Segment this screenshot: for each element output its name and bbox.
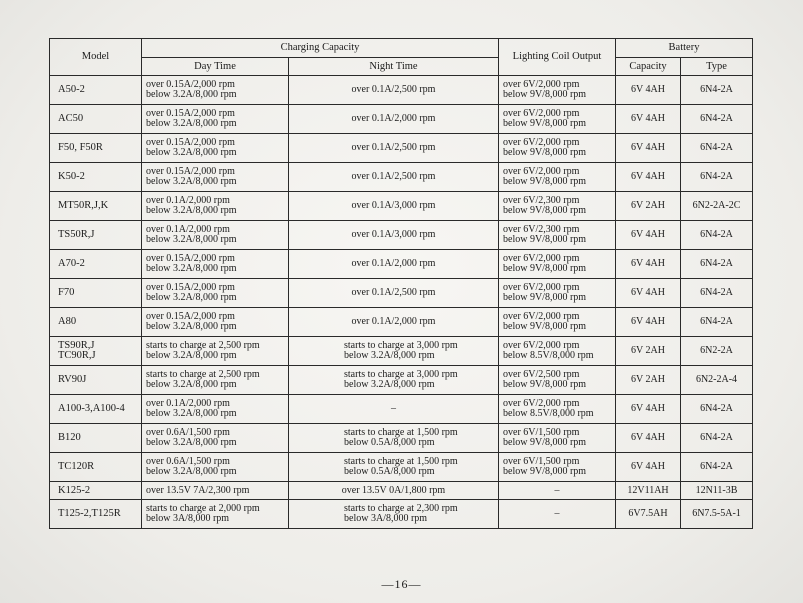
battery-type-cell: 6N4-2A [681,221,753,250]
header-night-time: Night Time [289,58,499,76]
day-time-cell-line: starts to charge at 2,500 rpm [146,340,260,351]
day-time-cell [142,482,289,500]
night-time-cell [289,395,499,424]
lighting-coil-cell-line: over 6V/2,300 rpm [503,195,580,206]
battery-capacity-cell: 6V 4AH [616,395,681,424]
battery-capacity-cell: 6V 4AH [616,105,681,134]
day-time-cell-line: below 3.2A/8,000 rpm [146,263,237,274]
lighting-coil-cell [499,337,616,366]
night-time-cell [289,105,499,134]
day-time-cell [142,395,289,424]
day-time-cell [142,366,289,395]
night-time-cell [289,453,499,482]
day-time-cell-line: over 0.6A/1,500 rpm [146,427,230,438]
model-cell [50,279,142,308]
lighting-coil-cell-line: below 9V/8,000 rpm [503,118,587,129]
model-cell-line: F70 [58,287,75,298]
lighting-coil-cell [499,366,616,395]
model-cell [50,221,142,250]
lighting-coil-cell-line: over 6V/1,500 rpm [503,427,580,438]
lighting-coil-cell [499,279,616,308]
night-time-cell [289,192,499,221]
night-time-cell-line: starts to charge at 3,000 rpm [344,340,458,351]
lighting-coil-cell-line: below 9V/8,000 rpm [503,379,587,390]
night-time-cell-line: starts to charge at 1,500 rpm [344,456,458,467]
battery-capacity-cell: 6V 4AH [616,279,681,308]
night-time-cell-line: below 3A/8,000 rpm [344,513,428,524]
battery-type-cell: 6N4-2A [681,395,753,424]
table-row [50,500,753,529]
day-time-cell-line: over 0.1A/2,000 rpm [146,224,230,235]
model-cell-line: K50-2 [58,171,85,182]
lighting-coil-cell-line: below 9V/8,000 rpm [503,321,587,332]
battery-type-cell: 6N4-2A [681,453,753,482]
day-time-cell-line: below 3.2A/8,000 rpm [146,466,237,477]
day-time-cell-line: below 3.2A/8,000 rpm [146,292,237,303]
night-time-cell-line: over 0.1A/3,000 rpm [351,200,436,211]
battery-type-cell: 6N4-2A [681,105,753,134]
night-time-cell [289,308,499,337]
lighting-coil-cell-line: over 6V/2,000 rpm [503,311,580,322]
day-time-cell-line: below 3.2A/8,000 rpm [146,176,237,187]
table-row [50,308,753,337]
lighting-coil-cell-line: below 9V/8,000 rpm [503,466,587,477]
day-time-cell [142,163,289,192]
battery-capacity-cell: 6V 4AH [616,424,681,453]
lighting-coil-cell-line: over 6V/2,000 rpm [503,282,580,293]
lighting-coil-cell-line: over 6V/2,000 rpm [503,137,580,148]
model-cell-line: T125-2,T125R [58,508,121,519]
lighting-coil-cell [499,221,616,250]
battery-type-cell: 6N4-2A [681,76,753,105]
night-time-cell-line: over 0.1A/2,500 rpm [351,142,436,153]
lighting-coil-cell [499,134,616,163]
night-time-cell-line: below 0.5A/8,000 rpm [344,466,435,477]
table-row [50,453,753,482]
lighting-coil-cell [499,192,616,221]
night-time-cell [289,337,499,366]
day-time-cell-line: over 0.15A/2,000 rpm [146,311,235,322]
night-time-cell-line: below 0.5A/8,000 rpm [344,437,435,448]
lighting-coil-cell-line: below 8.5V/8,000 rpm [503,408,594,419]
table-row [50,221,753,250]
day-time-cell [142,279,289,308]
battery-capacity-cell: 6V 4AH [616,250,681,279]
table-row [50,192,753,221]
battery-capacity-cell: 6V 2AH [616,337,681,366]
night-time-cell [289,482,499,500]
model-cell [50,500,142,529]
lighting-coil-cell [499,424,616,453]
day-time-cell-line: below 3.2A/8,000 rpm [146,147,237,158]
day-time-cell [142,221,289,250]
model-cell-line: TC90R,J [58,350,96,361]
header-day-time: Day Time [142,58,289,76]
lighting-coil-cell-line: below 8.5V/8,000 rpm [503,350,594,361]
day-time-cell-line: over 0.1A/2,000 rpm [146,195,230,206]
charging-spec-table [49,38,753,529]
lighting-coil-cell [499,395,616,424]
day-time-cell-line: below 3.2A/8,000 rpm [146,379,237,390]
model-cell-line: K125-2 [58,484,91,496]
header-lighting-coil-output: Lighting Coil Output [499,39,616,76]
night-time-cell [289,279,499,308]
night-time-cell [289,163,499,192]
battery-capacity-cell: 6V 4AH [616,134,681,163]
day-time-cell-line: over 0.15A/2,000 rpm [146,137,235,148]
lighting-coil-cell-line: below 9V/8,000 rpm [503,263,587,274]
model-cell-line: MT50R,J,K [58,200,109,211]
lighting-coil-cell [499,105,616,134]
day-time-cell [142,76,289,105]
lighting-coil-cell-line: over 6V/2,000 rpm [503,166,580,177]
table-row [50,105,753,134]
night-time-cell-line: starts to charge at 3,000 rpm [344,369,458,380]
lighting-coil-cell-line: below 9V/8,000 rpm [503,292,587,303]
day-time-cell [142,105,289,134]
day-time-cell [142,308,289,337]
table-row [50,163,753,192]
model-cell-line: A70-2 [58,258,85,269]
day-time-cell-line: over 0.1A/2,000 rpm [146,398,230,409]
model-cell [50,453,142,482]
lighting-coil-cell [499,482,616,500]
header-type: Type [681,58,753,76]
day-time-cell [142,424,289,453]
day-time-cell-line: over 0.15A/2,000 rpm [146,108,235,119]
lighting-coil-cell-line: below 9V/8,000 rpm [503,147,587,158]
model-cell [50,105,142,134]
lighting-coil-cell-line: over 6V/2,000 rpm [503,398,580,409]
night-time-cell-line: over 13.5V 0A/1,800 rpm [341,484,446,496]
model-cell [50,337,142,366]
night-time-cell-line: over 0.1A/2,000 rpm [351,113,436,124]
model-cell [50,250,142,279]
night-time-cell-line: over 0.1A/2,000 rpm [351,258,436,269]
battery-type-cell: 6N2-2A-2C [681,192,753,221]
header-capacity: Capacity [616,58,681,76]
day-time-cell [142,337,289,366]
battery-capacity-cell: 6V 4AH [616,76,681,105]
table-row [50,134,753,163]
lighting-coil-cell [499,250,616,279]
lighting-coil-cell-line: over 6V/2,300 rpm [503,224,580,235]
night-time-cell [289,500,499,529]
battery-capacity-cell: 6V 2AH [616,366,681,395]
night-time-cell [289,221,499,250]
day-time-cell-line: over 0.15A/2,000 rpm [146,282,235,293]
battery-type-cell: 6N4-2A [681,279,753,308]
lighting-coil-cell-line: below 9V/8,000 rpm [503,89,587,100]
lighting-coil-cell [499,500,616,529]
night-time-cell [289,76,499,105]
night-time-cell-line: over 0.1A/2,500 rpm [351,84,436,95]
model-cell-line: AC50 [58,113,84,124]
lighting-coil-cell [499,308,616,337]
table-row [50,424,753,453]
table-row [50,337,753,366]
model-cell [50,308,142,337]
day-time-cell-line: over 0.15A/2,000 rpm [146,253,235,264]
night-time-cell [289,134,499,163]
model-cell [50,482,142,500]
battery-capacity-cell: 12V11AH [616,482,681,500]
night-time-cell-line: below 3.2A/8,000 rpm [344,350,435,361]
header-battery: Battery [616,39,753,58]
lighting-coil-cell-line: over 6V/2,000 rpm [503,108,580,119]
battery-type-cell: 12N11-3B [681,482,753,500]
day-time-cell-line: over 0.15A/2,000 rpm [146,166,235,177]
model-cell [50,366,142,395]
day-time-cell-line: starts to charge at 2,000 rpm [146,503,260,514]
day-time-cell-line: starts to charge at 2,500 rpm [146,369,260,380]
lighting-coil-cell [499,453,616,482]
battery-capacity-cell: 6V 4AH [616,308,681,337]
lighting-coil-cell-line: below 9V/8,000 rpm [503,176,587,187]
day-time-cell-line: below 3.2A/8,000 rpm [146,408,237,419]
battery-type-cell: 6N4-2A [681,163,753,192]
battery-type-cell: 6N4-2A [681,250,753,279]
lighting-coil-cell-line: over 6V/2,000 rpm [503,79,580,90]
day-time-cell-line: over 0.15A/2,000 rpm [146,79,235,90]
model-cell [50,395,142,424]
night-time-cell-line: over 0.1A/2,500 rpm [351,287,436,298]
page-number: —16— [381,577,422,591]
model-cell-line: A80 [58,316,77,327]
table-row [50,395,753,424]
battery-capacity-cell: 6V 4AH [616,221,681,250]
battery-type-cell: 6N2-2A [681,337,753,366]
lighting-coil-cell-line: – [554,508,560,519]
day-time-cell [142,453,289,482]
day-time-cell-line: below 3.2A/8,000 rpm [146,89,237,100]
model-cell [50,134,142,163]
night-time-cell-line: starts to charge at 2,300 rpm [344,503,458,514]
night-time-cell [289,366,499,395]
lighting-coil-cell-line: below 9V/8,000 rpm [503,437,587,448]
night-time-cell-line: over 0.1A/2,500 rpm [351,171,436,182]
model-cell-line: TS50R,J [58,229,95,240]
model-cell [50,76,142,105]
battery-capacity-cell: 6V 4AH [616,453,681,482]
lighting-coil-cell-line: below 9V/8,000 rpm [503,205,587,216]
day-time-cell-line: over 13.5V 7A/2,300 rpm [146,484,250,496]
model-cell [50,192,142,221]
model-cell [50,163,142,192]
lighting-coil-cell [499,163,616,192]
night-time-cell-line: over 0.1A/2,000 rpm [351,316,436,327]
battery-capacity-cell: 6V7.5AH [616,500,681,529]
day-time-cell-line: below 3.2A/8,000 rpm [146,321,237,332]
header-charging-capacity: Charging Capacity [142,39,499,58]
header-model: Model [50,39,142,76]
night-time-cell [289,424,499,453]
model-cell [50,424,142,453]
day-time-cell [142,500,289,529]
battery-capacity-cell: 6V 2AH [616,192,681,221]
day-time-cell-line: below 3.2A/8,000 rpm [146,350,237,361]
table-row [50,76,753,105]
day-time-cell-line: below 3.2A/8,000 rpm [146,118,237,129]
day-time-cell-line: below 3.2A/8,000 rpm [146,437,237,448]
night-time-cell [289,250,499,279]
battery-type-cell: 6N4-2A [681,134,753,163]
lighting-coil-cell [499,76,616,105]
day-time-cell-line: over 0.6A/1,500 rpm [146,456,230,467]
lighting-coil-cell-line: over 6V/2,000 rpm [503,253,580,264]
lighting-coil-cell-line: over 6V/1,500 rpm [503,456,580,467]
night-time-cell-line: over 0.1A/3,000 rpm [351,229,436,240]
lighting-coil-cell-line: over 6V/2,500 rpm [503,369,580,380]
day-time-cell [142,192,289,221]
battery-type-cell: 6N4-2A [681,308,753,337]
day-time-cell-line: below 3.2A/8,000 rpm [146,205,237,216]
day-time-cell [142,134,289,163]
lighting-coil-cell-line: below 9V/8,000 rpm [503,234,587,245]
table-row [50,482,753,500]
day-time-cell-line: below 3A/8,000 rpm [146,513,230,524]
model-cell-line: RV90J [58,374,87,385]
battery-type-cell: 6N2-2A-4 [681,366,753,395]
night-time-cell-line: below 3.2A/8,000 rpm [344,379,435,390]
model-cell-line: F50, F50R [58,142,103,153]
model-cell-line: A100-3,A100-4 [58,403,125,414]
battery-capacity-cell: 6V 4AH [616,163,681,192]
model-cell-line: B120 [58,432,81,443]
battery-type-cell: 6N7.5-5A-1 [681,500,753,529]
table-row [50,250,753,279]
night-time-cell-line: starts to charge at 1,500 rpm [344,427,458,438]
battery-type-cell: 6N4-2A [681,424,753,453]
table-row [50,366,753,395]
lighting-coil-cell-line: over 6V/2,000 rpm [503,340,580,351]
lighting-coil-cell-line: – [554,484,560,496]
night-time-cell-line: – [391,403,396,414]
model-cell-line: A50-2 [58,84,85,95]
model-cell-line: TS90R,J [58,340,95,351]
day-time-cell-line: below 3.2A/8,000 rpm [146,234,237,245]
table-row [50,279,753,308]
spec-table-body [50,76,753,529]
day-time-cell [142,250,289,279]
model-cell-line: TC120R [58,461,95,472]
